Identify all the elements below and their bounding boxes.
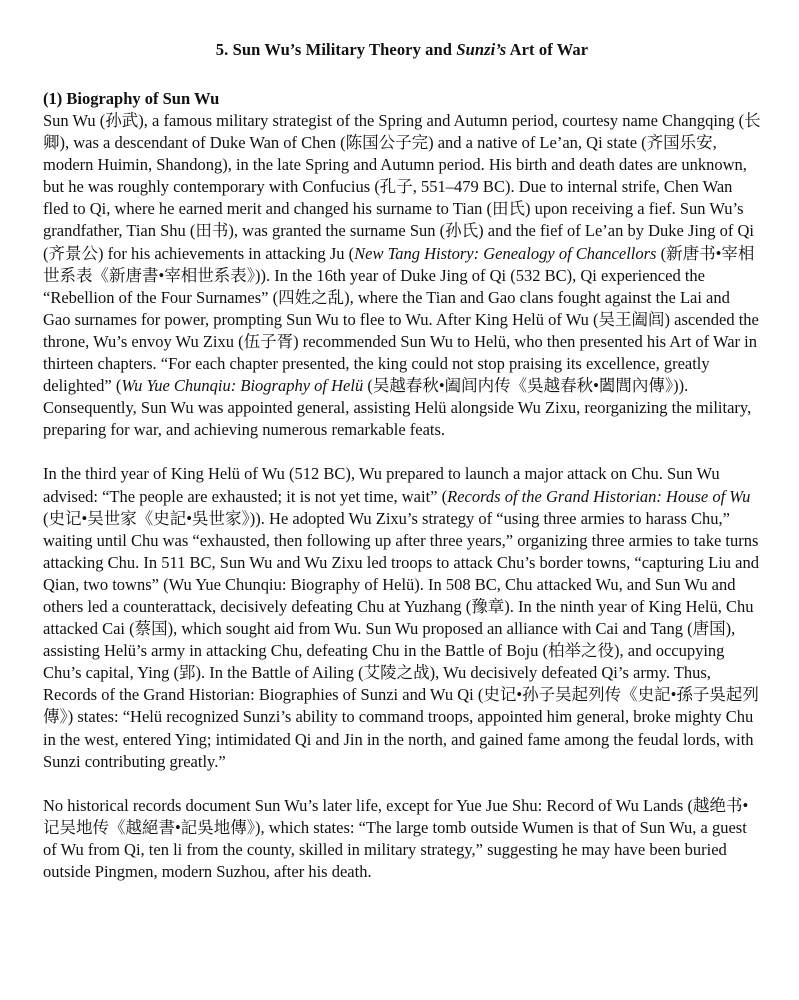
paragraph1-text-3: (吴越春秋•阖闾内传《吳越春秋•闔閭內傳》)). Consequently, Sun Wu was appointed general, assisting Helü alongside Wu Zixu, reorganizing the military, preparing for war, and achieving numerous remarkable feats.: [43, 376, 752, 440]
section-title-prefix: 5. Sun Wu’s Military Theory and: [215, 40, 457, 59]
subsection-heading: (1) Biography of Sun Wu: [43, 89, 220, 108]
section-title: [43, 38, 761, 62]
section-title-suffix: Art of War: [506, 40, 589, 59]
paragraph2-text-1: In the third year of King Helü of Wu (512 BC), Wu prepared to launch a major attack on Chu. Sun Wu advised: “The people are exhausted; it is not yet time, wait” (: [43, 464, 720, 506]
paragraph1-citation-1: New Tang History: Genealogy of Chancellors: [354, 243, 657, 263]
paragraph-biography: [43, 110, 761, 441]
paragraph-later-life: No historical records document Sun Wu’s later life, except for Yue Jue Shu: Record of Wu Lands (越绝书•记吴地传《越絕書•記吳地傳》), which states: “The large tomb outside Wumen is that of Sun Wu, a guest of Wu from Qi, ten li from the county, skilled in military strategy,” suggesting he may have been buried outside Pingmen, modern Suzhou, after his death.: [43, 795, 749, 881]
paragraph1-text-1: Sun Wu (孙武), a famous military strategist of the Spring and Autumn period, courtesy name Changqing (长卿), was a descendant of Duke Wan of Chen (陈国公子完) and a native of Le’an, Qi state (齐国乐安, modern Huimin, Shandong), in the late Spring and Autumn period. His birth and death dates are unknown, but he was roughly contemporary with Confucius (孔子, 551–479 BC). Due to internal strife, Chen Wan fled to Qi, where he earned merit and changed his surname to Tian (田氏) upon receiving a fief. Sun Wu’s grandfather, Tian Shu (田书), was granted the surname Sun (孙氏) and the fief of Le’an by Duke Jing of Qi (齐景公) for his achievements in attacking Ju (: [43, 111, 761, 263]
paragraph-campaigns: [43, 463, 761, 772]
paragraph2-citation-1: Records of the Grand Historian: House of Wu: [447, 486, 751, 506]
section-title-italic: Sunzi’s: [456, 40, 507, 59]
paragraph1-citation-2: Wu Yue Chunqiu: Biography of Helü: [121, 376, 364, 396]
document-page: [43, 38, 761, 905]
paragraph2-text-2: (史记•吴世家《史記•吳世家》)). He adopted Wu Zixu’s strategy of “using three armies to harass Chu,” waiting until Chu was “exhausted, then following up after three years,” organizing three armies to take turns attacking Chu. In 511 BC, Sun Wu and Wu Zixu led troops to attack Chu’s border towns, “capturing Liu and Qian, two towns” (Wu Yue Chunqiu: Biography of Helü). In 508 BC, Chu attacked Wu, and Sun Wu and others led a counterattack, decisively defeating Chu at Yuzhang (豫章). In the ninth year of King Helü, Chu attacked Cai (蔡国), which sought aid from Wu. Sun Wu proposed an alliance with Cai and Tang (唐国), assisting Helü’s army in attacking Chu, defeating Chu in the Battle of Boju (柏举之役), and occupying Chu’s capital, Ying (郢). In the Battle of Ailing (艾陵之战), Wu decisively defeated Qi’s army. Thus, Records of the Grand Historian: Biographies of Sunzi and Wu Qi (史记•孙子吴起列传《史記•孫子吳起列傳》) states: “Helü recognized Sunzi’s ability to command troops, appointed him general, broke mighty Chu in the west, entered Ying; intimidated Qi and Jin in the north, and gained fame among the feudal lords, with Sunzi contributing greatly.”: [43, 508, 760, 771]
paragraph1-text-2: (新唐书•宰相世系表《新唐書•宰相世系表》)). In the 16th year of Duke Jing of Qi (532 BC), Qi experienced the “Rebellion of the Four Surnames” (四姓之乱), where the Tian and Gao clans fought against the Lai and Gao surnames for power, prompting Sun Wu to flee to Wu. After King Helü of Wu (吴王阖闾) ascended the throne, Wu’s envoy Wu Zixu (伍子胥) recommended Sun Wu to Helü, who then presented his Art of War in thirteen chapters. “For each chapter presented, the king could not stop praising its excellence, greatly delighted” (: [43, 243, 759, 396]
